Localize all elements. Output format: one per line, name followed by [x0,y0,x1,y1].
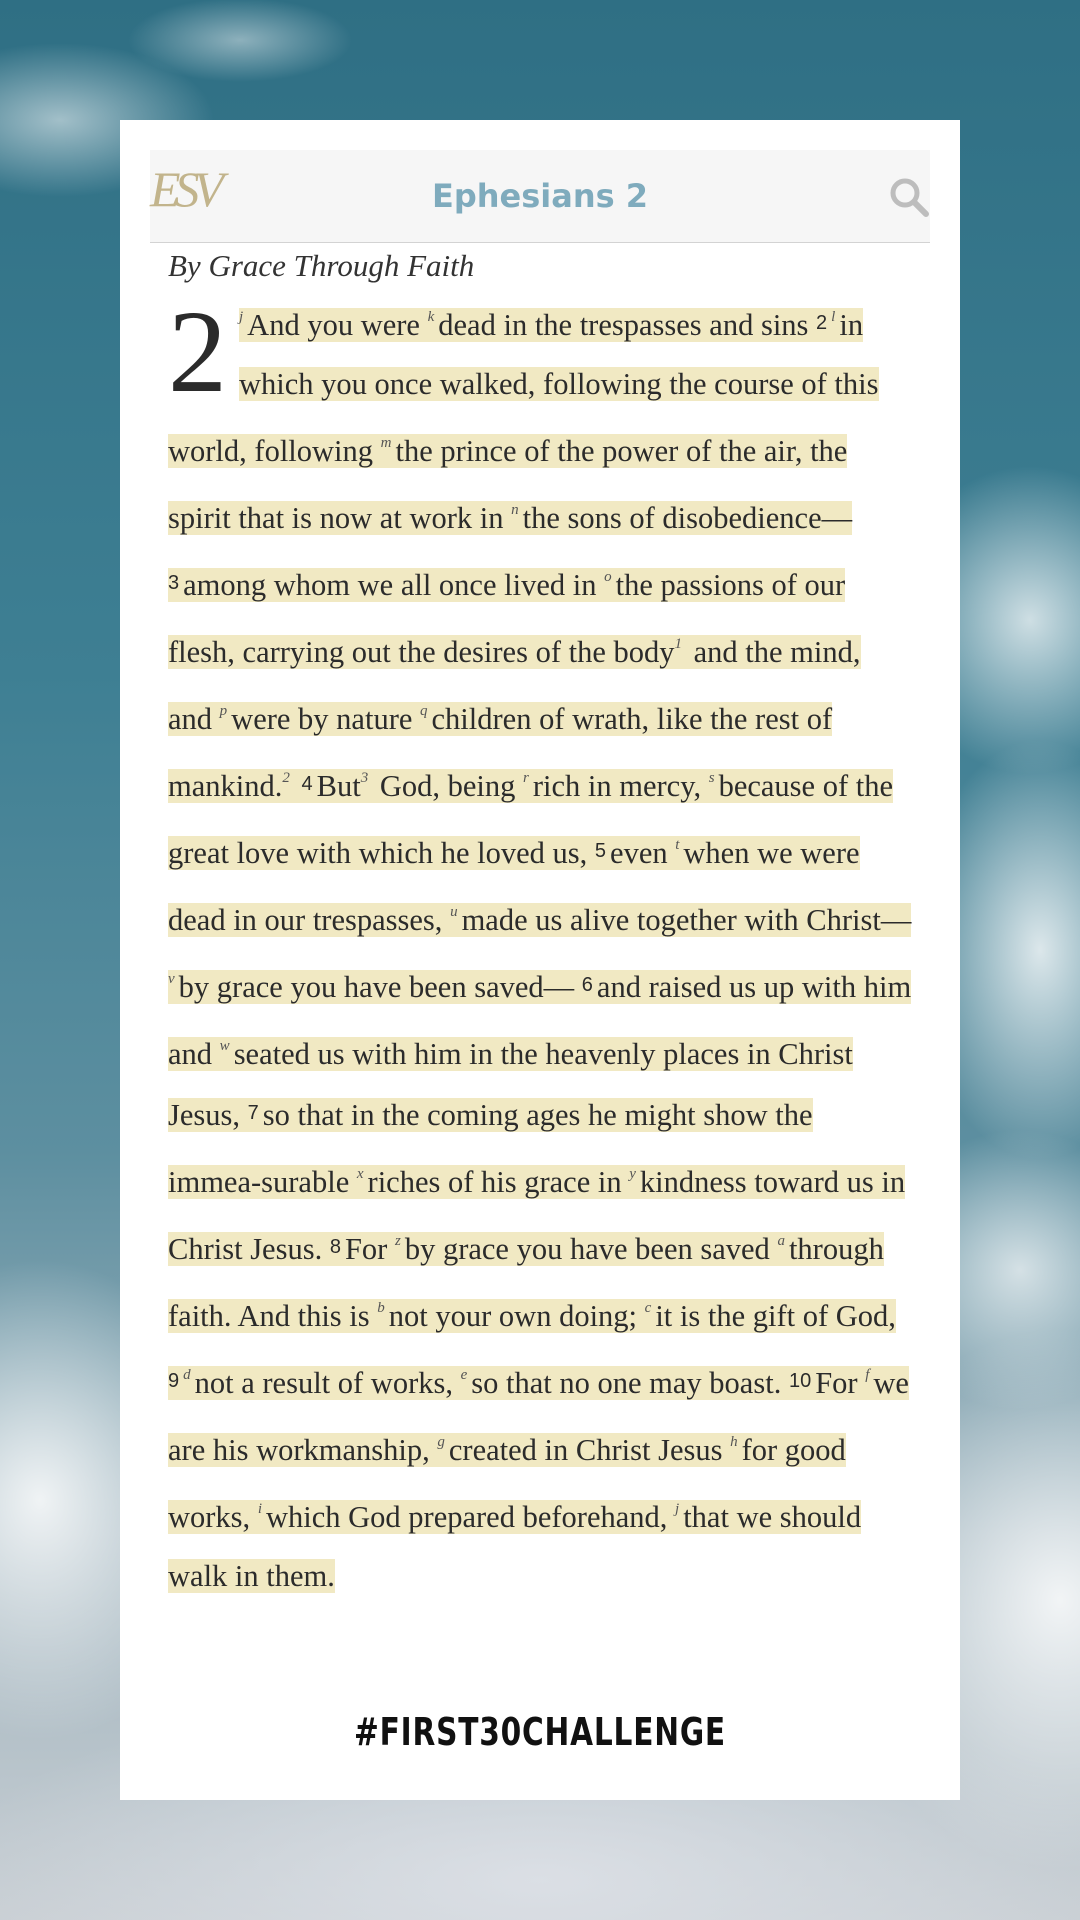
highlighted-text[interactable] [168,308,911,1593]
scripture-passage[interactable] [168,288,912,1606]
verse-text: them. [266,1559,335,1593]
verse-text: seated us with him in the heavenly places in Christ Jesus, [168,1037,853,1132]
verse-text: not a result of works, [194,1366,453,1400]
verse-text: because of the great love with which he loved us, [168,769,893,870]
verse-text: And you were [247,308,420,342]
verse-text: the prince of the power of the air, the spirit that is now at work in [168,434,848,535]
verse-text: through faith. And this is [168,1232,884,1333]
footnote-marker[interactable]: n [511,502,519,518]
footnote-marker[interactable]: o [604,569,612,585]
challenge-hashtag: #FIRST30CHALLENGE [354,1710,726,1754]
chapter-title[interactable]: Ephesians 2 [431,177,649,215]
verse-text: not your own doing; [388,1299,638,1333]
footnote-marker[interactable]: k [427,309,435,325]
footnote-marker[interactable]: w [219,1038,230,1054]
footnote-marker[interactable]: q [420,703,428,719]
section-heading: By Grace Through Faith [168,248,475,283]
verse-text: that we should walk in [168,1500,862,1593]
verse-number: 4 [301,773,313,795]
verse-text: in which you once walked, following the course of this world, following [168,308,879,468]
verse-text: the passions of our flesh, carrying out the desires of the body [168,568,846,669]
verse-number: 2 [816,312,828,334]
footnote-marker[interactable]: p [219,703,228,719]
app-header [150,150,930,243]
footnote-marker[interactable]: t [675,837,680,853]
verse-text: by grace you have been saved [404,1232,770,1266]
verse-text: the sons of disobedience— [522,501,853,535]
footnote-marker[interactable]: m [380,435,392,451]
footnote-marker[interactable]: i [257,1501,262,1517]
verse-text: for good works, [168,1433,846,1534]
verse-text: children of wrath, like the rest of mankind. [168,702,833,803]
verse-text: created in Christ Jesus [448,1433,723,1467]
verse-text: For [815,1366,858,1400]
esv-logo: ESV [150,161,219,217]
footnote-marker[interactable]: j [675,1501,680,1517]
footnote-marker[interactable]: b [377,1300,385,1316]
search-icon[interactable] [888,176,930,218]
verse-number: 9 [168,1370,180,1392]
verse-text: were by nature [231,702,413,736]
footnote-marker[interactable]: s [708,770,715,786]
verse-text: which God prepared beforehand, [265,1500,668,1534]
footnote-marker[interactable]: 2 [282,770,290,786]
chapter-number: 2 [168,286,227,417]
footnote-marker[interactable]: 3 [360,770,369,786]
verse-text: rich in mercy, [532,769,702,803]
verse-text: so that in the coming ages he might show the immea-surable [168,1098,813,1199]
footnote-marker[interactable]: f [865,1367,870,1383]
verse-text: among whom we all once lived in [183,568,597,602]
verse-text: we are his workmanship, [168,1366,909,1467]
verse-number: 6 [581,974,593,996]
footnote-marker[interactable]: l [831,309,836,325]
verse-text: even [610,836,668,870]
verse-text: and the mind, and [168,635,861,736]
footnote-marker[interactable]: v [168,971,175,987]
footnote-marker[interactable]: x [356,1166,364,1182]
footnote-marker[interactable]: c [644,1300,652,1316]
verse-text: For [344,1232,388,1266]
passage-card [120,120,960,1800]
verse-text: made us alive together with Christ— [461,903,912,937]
footnote-marker[interactable]: y [629,1166,636,1182]
verse-text: when we were dead in our trespasses, [168,836,860,937]
verse-text: so that no one may boast. [471,1366,782,1400]
footnote-marker[interactable]: g [437,1434,445,1450]
verse-text: dead in the trespasses and sins [438,308,809,342]
footnote-marker[interactable]: e [460,1367,468,1383]
verse-text: God, being [379,769,516,803]
verse-text: by grace you have been saved— [178,970,575,1004]
footnote-marker[interactable]: d [183,1367,191,1383]
verse-text: riches of his grace in [367,1165,622,1199]
verse-number: 3 [168,572,180,594]
footnote-marker[interactable]: r [523,770,529,786]
verse-text: it is the gift of God, [655,1299,896,1333]
verse-text: But [316,769,361,803]
verse-number: 8 [329,1236,341,1258]
verse-number: 7 [247,1102,259,1124]
verse-number: 5 [594,840,607,862]
footnote-marker[interactable]: h [730,1434,738,1450]
footnote-marker[interactable]: 1 [674,636,682,652]
verse-text: and raised us up with him and [168,970,912,1071]
footnote-marker[interactable]: u [450,904,458,920]
verse-text: kindness toward us in Christ Jesus. [168,1165,906,1266]
footnote-marker[interactable]: a [777,1233,785,1249]
verse-number: 10 [788,1370,812,1392]
footnote-marker[interactable]: j [239,309,244,325]
footnote-marker[interactable]: z [394,1233,401,1249]
